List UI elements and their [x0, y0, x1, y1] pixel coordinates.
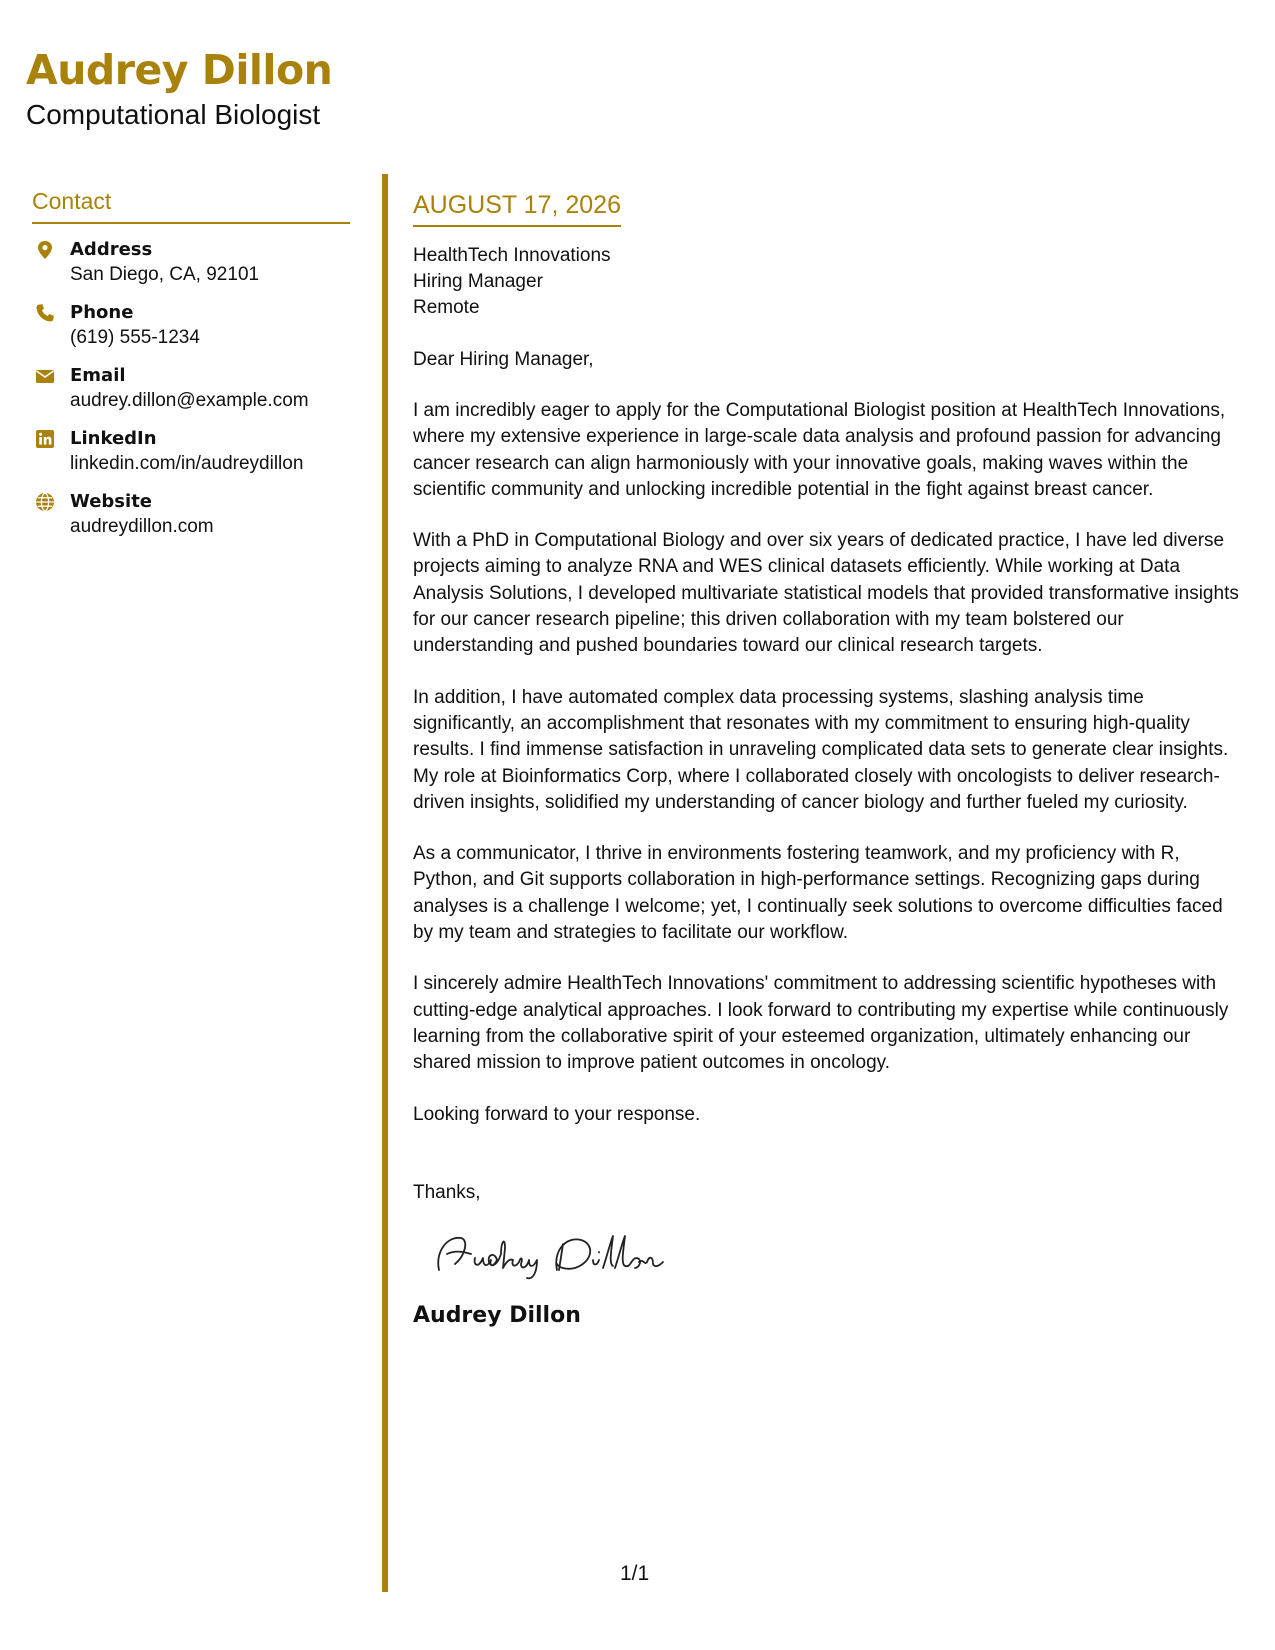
- linkedin-value[interactable]: linkedin.com/in/audreydillon: [70, 452, 304, 474]
- phone-value: (619) 555-1234: [70, 326, 200, 348]
- signed-name: Audrey Dillon: [413, 1302, 581, 1328]
- body-paragraph: With a PhD in Computational Biology and over six years of dedicated practice, I have led diverse projects aiming to analyze RNA and WES clinical datasets efficiently. While working at Data Analysis Solutions, I developed multivariate statistical models that provided transformative insights for our cancer research pipeline; this driven collaboration with my team bolstered our understanding and pushed boundaries toward our clinical research targets.: [413, 530, 1239, 657]
- recipient-block: [413, 243, 1243, 321]
- contact-sidebar: [32, 188, 350, 553]
- recipient-location: Remote: [413, 297, 480, 318]
- phone-icon: [35, 303, 55, 323]
- contact-item-linkedin: [32, 427, 350, 490]
- page-number: 1/1: [620, 1562, 650, 1585]
- contact-item-address: [32, 238, 350, 301]
- handwritten-signature: [425, 1224, 685, 1284]
- job-title: Computational Biologist: [26, 99, 321, 130]
- body-paragraph: I sincerely admire HealthTech Innovations' commitment to addressing scientific hypotheses with cutting-edge analytical approaches. I look forward to contributing my expertise while continuously learning from the collaborative spirit of your esteemed organization, ultimately enhancing our shared mission to improve patient outcomes in oncology.: [413, 973, 1229, 1074]
- website-value[interactable]: audreydillon.com: [70, 515, 214, 537]
- envelope-icon: [35, 366, 55, 386]
- salutation: Dear Hiring Manager,: [413, 349, 594, 370]
- contact-label: LinkedIn: [70, 427, 157, 449]
- body-paragraph: As a communicator, I thrive in environments fostering teamwork, and my proficiency with R, Python, and Git supports collaboration in high-performance settings. Recognizing gaps during analyses is a challenge I welcome; yet, I continually seek solutions to overcome difficulties faced by my team and strategies to facilitate our workflow.: [413, 843, 1223, 944]
- letter-date: AUGUST 17, 2026: [413, 190, 621, 227]
- contact-item-website: [32, 490, 350, 553]
- vertical-divider: [382, 174, 388, 1592]
- contact-label: Phone: [70, 301, 134, 323]
- contact-heading: Contact: [32, 188, 350, 224]
- recipient-role: Hiring Manager: [413, 271, 543, 292]
- contact-list: [32, 238, 350, 553]
- recipient-company: HealthTech Innovations: [413, 245, 611, 266]
- globe-icon: [35, 492, 55, 512]
- candidate-name: Audrey Dillon: [26, 46, 333, 94]
- contact-label: Address: [70, 238, 153, 260]
- linkedin-icon: [35, 429, 55, 449]
- address-value: San Diego, CA, 92101: [70, 263, 260, 285]
- contact-label: Website: [70, 490, 153, 512]
- map-marker-icon: [35, 240, 55, 260]
- letter-body: [413, 190, 1243, 1330]
- contact-item-phone: [32, 301, 350, 364]
- email-value[interactable]: audrey.dillon@example.com: [70, 389, 309, 411]
- signoff: Thanks,: [413, 1181, 481, 1203]
- body-paragraph: I am incredibly eager to apply for the Computational Biologist position at HealthTech Innovations, where my extensive experience in large-scale data analysis and profound passion for advancing cancer research can align harmoniously with your innovative goals, making waves within the scientific community and unlocking incredible potential in the fight against breast cancer.: [413, 400, 1226, 500]
- contact-label: Email: [70, 364, 126, 386]
- contact-item-email: [32, 364, 350, 427]
- closing-line: Looking forward to your response.: [413, 1103, 701, 1125]
- body-paragraph: In addition, I have automated complex data processing systems, slashing analysis time significantly, an accomplishment that resonates with my commitment to ensuring high-quality results. I find immense satisfaction in unraveling complicated data sets to generate clear insights. My role at Bioinformatics Corp, where I collaborated closely with oncologists to deliver research-driven insights, solidified my understanding of cancer biology and further fueled my curiosity.: [413, 686, 1229, 813]
